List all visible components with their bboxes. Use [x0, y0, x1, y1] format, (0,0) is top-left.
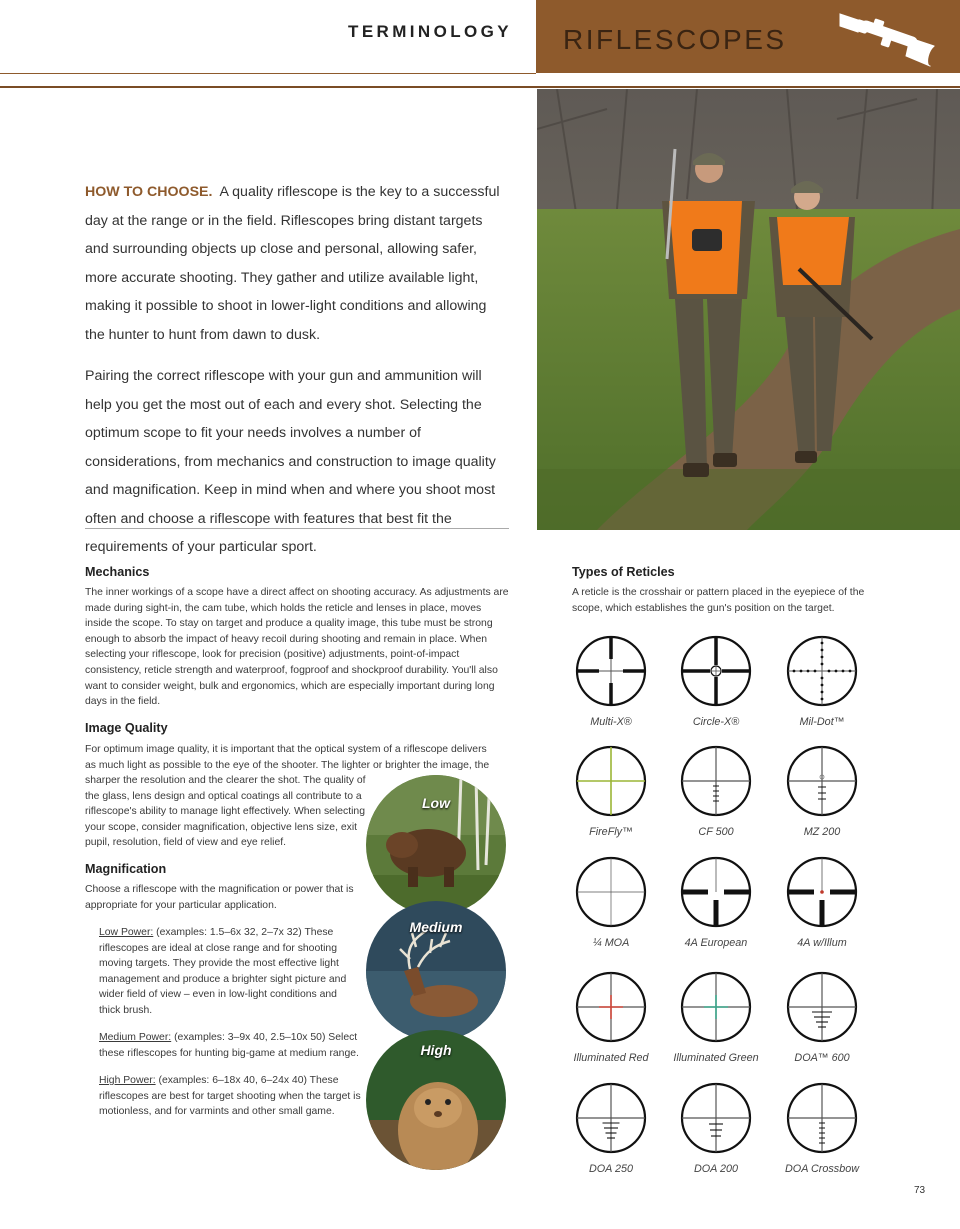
medium-circle-label: Medium	[409, 919, 463, 935]
low-power-label: Low Power:	[99, 927, 154, 938]
section-label: TERMINOLOGY	[348, 22, 512, 41]
reticle-doa-crossbow-diagram	[784, 1080, 860, 1156]
page-number: 73	[914, 1185, 926, 1196]
reticle-label: DOA Crossbow	[785, 1163, 859, 1175]
reticle-illuminated-red-diagram	[573, 969, 649, 1045]
reticle-cf-500-diagram	[678, 743, 754, 819]
intro-p1-text: A quality riflescope is the key to a successful day at the range or in the field. Riflescopes bring distant targets and surrounding objects up close and personal, allowing safer, more accurate shooting. They gather and utilize available light, making it possible to shoot in lower-light conditions and allowing the hunter to hunt from dawn to dusk.	[85, 184, 500, 343]
reticle-label: Circle-X®	[692, 716, 740, 728]
medium-power-text	[99, 1030, 361, 1061]
reticle-label: FireFly™	[589, 826, 633, 838]
section-divider	[85, 528, 509, 529]
reticle-4a-w-illum-diagram	[784, 854, 860, 930]
image-quality-heading: Image Quality	[85, 721, 168, 735]
low-power-text	[99, 925, 361, 1019]
medium-power-label: Medium Power:	[99, 1032, 172, 1043]
reticle-label: DOA 200	[693, 1163, 738, 1175]
reticle-label: CF 500	[698, 826, 734, 838]
reticles-heading: Types of Reticles	[572, 565, 675, 579]
high-power-text	[99, 1073, 361, 1120]
high-circle-label: High	[420, 1042, 452, 1058]
reticle-multi-x-diagram	[573, 633, 649, 709]
intro-paragraph-1	[85, 178, 510, 349]
magnification-text: Choose a riflescope with the magnification or power that is appropriate for your particular application.	[85, 884, 354, 911]
mechanics-heading: Mechanics	[85, 565, 150, 579]
riflescope-icon	[832, 10, 942, 70]
reticle-label: Illuminated Green	[673, 1052, 759, 1064]
reticle-firefly-diagram	[573, 743, 649, 819]
reticle-circle-x-diagram	[678, 633, 754, 709]
reticle-mil-dot-diagram	[784, 633, 860, 709]
reticle-label: MZ 200	[803, 826, 841, 838]
reticle-label: Mil-Dot™	[799, 716, 845, 728]
low-circle-label: Low	[422, 795, 450, 811]
hunters-photo	[537, 89, 960, 530]
reticle-doa-250-diagram	[573, 1080, 649, 1156]
reticle-label: Illuminated Red	[573, 1052, 649, 1064]
page-title: RIFLESCOPES	[563, 24, 787, 55]
reticle-illuminated-green-diagram	[678, 969, 754, 1045]
reticle-label: DOA™ 600	[794, 1052, 850, 1064]
medium-power-elk-image	[366, 901, 506, 1041]
header-rule-long	[0, 86, 960, 88]
low-power-desc: (examples: 1.5–6x 32, 2–7x 32) These riflescopes are ideal at close range and for shooting moving targets. They provide the most effective light management and produce a brighter sight picture and wider field of view – even in low-light conditions and thick brush.	[99, 927, 347, 1016]
reticle-mz-200-diagram	[784, 743, 860, 819]
image-quality-text-2: sharper the resolution and the clearer the shot. The quality of the glass, lens design and optical coatings all contribute to a riflescope's ability to manage light effectively. When selecting your scope, consider magnification, objective lens size, exit pupil, resolution, field of view and eye relief.	[85, 775, 366, 849]
reticle-label: ¼ MOA	[592, 937, 630, 949]
medium-power-desc: (examples: 3–9x 40, 2.5–10x 50) Select these riflescopes for hunting big-game at medium range.	[99, 1032, 359, 1059]
reticle-doa-200-diagram	[678, 1080, 754, 1156]
high-power-prairie-dog-image	[366, 1030, 506, 1170]
reticle-doa-600-diagram	[784, 969, 860, 1045]
intro-paragraph-2: Pairing the correct riflescope with your gun and ammunition will help you get the most out of each and every shot. Selecting the optimum scope to fit your needs involves a number of considerations, from mechanics and construction to image quality and magnification. Keep in mind when and where you shoot most often and choose a riflescope with features that best fit the requirements of your particular sport.	[85, 368, 496, 555]
reticle-4a-european-diagram	[678, 854, 754, 930]
reticle-label: 4A w/Illum	[797, 937, 847, 949]
reticle-label: DOA 250	[588, 1163, 633, 1175]
low-power-bear-image	[366, 775, 506, 915]
intro-text	[85, 178, 510, 575]
header-rule	[0, 73, 536, 74]
magnification-heading: Magnification	[85, 862, 167, 876]
intro-lead: HOW TO CHOOSE.	[85, 184, 213, 200]
mechanics-text: The inner workings of a scope have a direct affect on shooting accuracy. As adjustments are made during sight-in, the cam tube, which holds the reticle and lenses in place, moves inside the scope. To stay on target and produce a quality image, this tube must be strong enough to absorb the impact of heavy recoil during shooting and remain in place. When selecting your riflescope, look for precision (positive) adjustments, point-of-impact consistency, reticle strength and waterproof, fogproof and shockproof durability. You'll also want to consider weight, bulk and ergonomics, which are especially important during long days in the field.	[85, 587, 509, 708]
reticle-moa-diagram	[573, 854, 649, 930]
reticles-text: A reticle is the crosshair or pattern placed in the eyepiece of the scope, which establishes the gun's position on the target.	[572, 587, 865, 614]
image-quality-text-1: For optimum image quality, it is important that the optical system of a riflescope delivers as much light as possible to the eye of the shooter. The lighter or brighter the image, the	[85, 744, 490, 771]
high-power-label: High Power:	[99, 1075, 156, 1086]
high-power-desc: (examples: 6–18x 40, 6–24x 40) These riflescopes are best for target shooting when the target is motionless, and for varmints and other small game.	[99, 1075, 361, 1118]
reticle-label: Multi-X®	[590, 716, 632, 728]
reticle-label: 4A European	[684, 937, 748, 949]
